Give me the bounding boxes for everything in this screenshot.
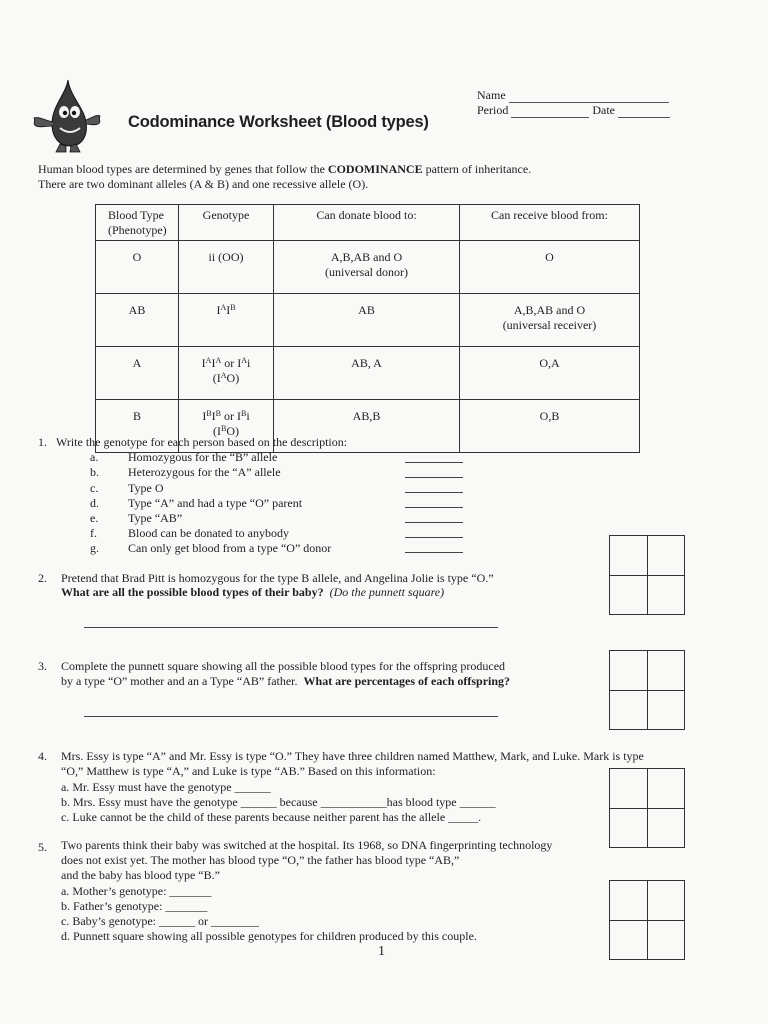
cell-genotype: ii (OO): [179, 241, 274, 294]
cell-receive: O,B: [460, 400, 640, 453]
cell-genotype: $I^AI^A$ or $I^Ai$ $(I^AO)$: [179, 347, 274, 400]
q4-number: 4.: [38, 749, 47, 763]
q1-answer-line-d[interactable]: [405, 507, 463, 508]
q1-item-b: b. Heterozygous for the “A” allele: [90, 465, 281, 479]
q1-item-c: c. Type O: [90, 481, 164, 495]
table-row: [96, 241, 640, 294]
intro-text: [38, 162, 531, 192]
period-date-fields[interactable]: [477, 103, 670, 118]
cell-donate: AB: [274, 294, 460, 347]
q3-line-1: Complete the punnett square showing all the possible blood types for the offspring produced: [61, 659, 506, 673]
cell-donate: AB,B: [274, 400, 460, 453]
q1-answer-line-b[interactable]: [405, 477, 463, 478]
cell-genotype: $I^AI^B$: [179, 294, 274, 347]
blood-type-table: [95, 204, 640, 453]
punnett-square-q2[interactable]: [609, 535, 685, 615]
q1-item-f: f. Blood can be donated to anybody: [90, 526, 289, 540]
q1-item-d: d. Type “A” and had a type “O” parent: [90, 496, 303, 510]
cell-receive: O,A: [460, 347, 640, 400]
header-blood-type: Blood Type (Phenotype): [96, 205, 179, 241]
q2-line-1: Pretend that Brad Pitt is homozygous for the type B allele, and Angelina Jolie is type “O.”: [61, 571, 494, 585]
name-label: Name: [477, 88, 506, 102]
period-label: Period: [477, 103, 509, 117]
q5-item-d: d. Punnett square showing all possible genotypes for children produced by this couple.: [61, 929, 477, 943]
punnett-square-q5[interactable]: [609, 880, 685, 960]
q3-answer-line[interactable]: [84, 716, 498, 717]
cell-donate: A,B,AB and O (universal donor): [274, 241, 460, 294]
q4-item-b: b. Mrs. Essy must have the genotype ______ because ___________has blood type ______: [61, 795, 496, 809]
table-header-row: [96, 205, 640, 241]
q1-text: Write the genotype for each person based on the description:: [56, 435, 348, 449]
q1-item-a: a. Homozygous for the “B” allele: [90, 450, 278, 464]
page-title: Codominance Worksheet (Blood types): [128, 113, 429, 131]
date-label: Date: [592, 103, 615, 117]
q1-number: 1.: [38, 435, 47, 449]
q1-answer-line-a[interactable]: [405, 462, 463, 463]
q1-answer-line-g[interactable]: [405, 552, 463, 553]
page-number: 1: [378, 944, 385, 959]
blood-drop-mascot-icon: [30, 76, 102, 156]
q4-item-c: c. Luke cannot be the child of these parents because neither parent has the allele _____.: [61, 810, 482, 824]
q5-line-3: and the baby has blood type “B.”: [61, 868, 220, 882]
cell-type: B: [96, 400, 179, 453]
period-line: [511, 105, 589, 118]
q4-line-1: Mrs. Essy is type “A” and Mr. Essy is type “O.” They have three children named Matthew, Mark, and Luke. Mark is type: [61, 749, 644, 763]
q4-item-a: a. Mr. Essy must have the genotype ______: [61, 780, 271, 794]
q5-item-a: a. Mother’s genotype: _______: [61, 884, 212, 898]
q2-number: 2.: [38, 571, 47, 585]
intro-line-1: Human blood types are determined by genes that follow the CODOMINANCE pattern of inheritance.: [38, 162, 532, 176]
header-can-receive: Can receive blood from:: [460, 205, 640, 241]
q5-item-b: b. Father’s genotype: _______: [61, 899, 208, 913]
q5-number: 5.: [38, 840, 47, 854]
q2-line-2: What are all the possible blood types of their baby? (Do the punnett square): [61, 585, 445, 599]
punnett-square-q4[interactable]: [609, 768, 685, 848]
date-line: [618, 105, 670, 118]
cell-type: O: [96, 241, 179, 294]
intro-line-2: There are two dominant alleles (A & B) and one recessive allele (O).: [38, 177, 369, 191]
cell-donate: AB, A: [274, 347, 460, 400]
cell-type: AB: [96, 294, 179, 347]
punnett-square-q3[interactable]: [609, 650, 685, 730]
header-genotype: Genotype: [179, 205, 274, 241]
q3-line-2: by a type “O” mother and an a Type “AB” father. What are percentages of each offspring?: [61, 674, 511, 688]
q2-answer-line[interactable]: [84, 627, 498, 628]
q5-item-c: c. Baby’s genotype: ______ or ________: [61, 914, 259, 928]
cell-genotype: $I^BI^B$ or $I^Bi$ $(I^BO)$: [179, 400, 274, 453]
cell-type: A: [96, 347, 179, 400]
q1-answer-line-e[interactable]: [405, 522, 463, 523]
q5-line-1: Two parents think their baby was switched at the hospital. Its 1968, so DNA fingerprinting technology: [61, 838, 553, 852]
q1-answer-line-c[interactable]: [405, 492, 463, 493]
q1-item-e: e. Type “AB”: [90, 511, 183, 525]
name-line: [509, 90, 669, 103]
cell-receive: O: [460, 241, 640, 294]
table-row: [96, 347, 640, 400]
q1-item-g: g. Can only get blood from a type “O” donor: [90, 541, 332, 555]
q3-number: 3.: [38, 659, 47, 673]
q5-line-2: does not exist yet. The mother has blood type “O,” the father has blood type “AB,”: [61, 853, 460, 867]
table-row: [96, 294, 640, 347]
header-can-donate: Can donate blood to:: [274, 205, 460, 241]
cell-receive: A,B,AB and O (universal receiver): [460, 294, 640, 347]
q4-line-2: “O,” Matthew is type “A,” and Luke is type “AB.” Based on this information:: [61, 764, 436, 778]
q1-answer-line-f[interactable]: [405, 537, 463, 538]
name-field[interactable]: [477, 88, 669, 103]
